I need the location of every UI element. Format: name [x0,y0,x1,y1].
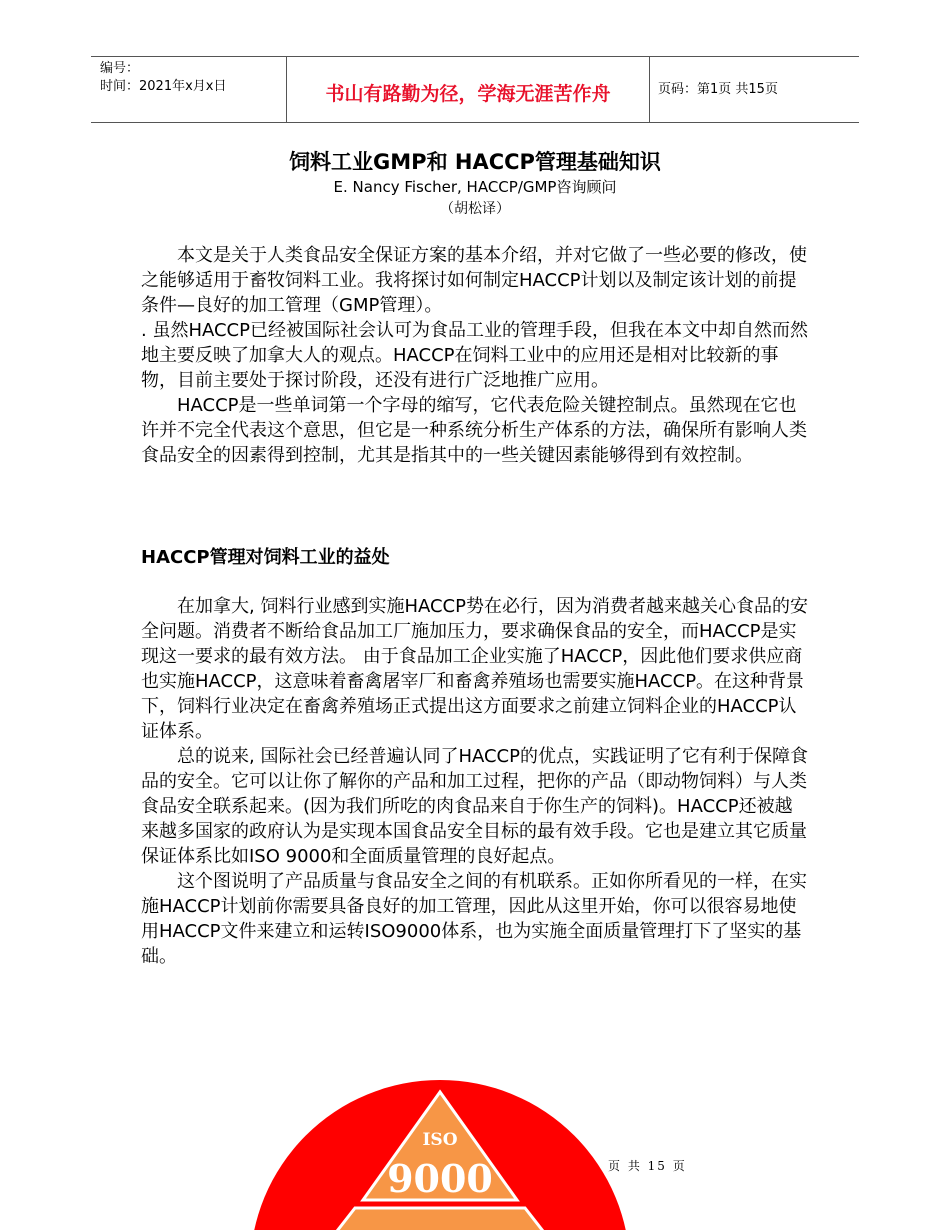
header-divider-right [649,57,650,122]
document-title: 饲料工业GMP和 HACCP管理基础知识 [289,150,661,174]
diagram-label-9000: 9000 [387,1156,493,1201]
diagram-label-iso: ISO [422,1130,458,1150]
header-top-rule [91,56,859,57]
intro-section [141,243,809,468]
section-heading: HACCP管理对饲料工业的益处 [141,547,390,568]
benefits-section [141,594,809,969]
header-time-label: 时间：2021年x月x日 [100,79,227,94]
benefits-paragraph: 总的说来, 国际社会已经普遍认同了HACCP的优点，实践证明了它有利于保障食品的安全。它可以让你了解你的产品和加工过程，把你的产品（即动物饲料）与人类食品安全联系起来。(因为我们所吃的肉食品来自于你生产的饲料)。HACCP还被越来越多国家的政府认为是实现本国食品安全目标的最有效手段。它也是建立其它质量保证体系比如ISO 9000和全面质量管理的良好起点。 [141,746,808,867]
document-subtitle: E. Nancy Fischer, HACCP/GMP咨询顾问 [333,178,617,196]
intro-paragraph: . 虽然HACCP已经被国际社会认可为食品工业的管理手段，但我在本文中却自然而然地主要反映了加拿大人的观点。HACCP在饲料工业中的应用还是相对比较新的事物，目前主要处于探讨阶段，还没有进行广泛地推广应用。 [141,320,808,391]
pyramid-second-tier [330,1208,550,1230]
header-motto: 书山有路勤为径，学海无涯苦作舟 [325,83,611,105]
header-page-info: 页码：第1页 共15页 [658,82,778,97]
intro-paragraph: 本文是关于人类食品安全保证方案的基本介绍，并对它做了一些必要的修改，使之能够适用于畜牧饲料工业。我将探讨如何制定HACCP计划以及制定该计划的前提条件—良好的加工管理（GMP管理）。 [141,245,807,316]
benefits-paragraph: 在加拿大, 饲料行业感到实施HACCP势在必行，因为消费者越来越关心食品的安全问题。消费者不断给食品加工厂施加压力，要求确保食品的安全，而HACCP是实现这一要求的最有效方法。 由于食品加工企业实施了HACCP，因此他们要求供应商也实施HACCP，这意味着畜禽屠宰厂和畜禽养殖场也需要实施HACCP。在这种背景下，饲料行业决定在畜禽养殖场正式提出这方面要求之前建立饲料企业的HACCP认证体系。 [141,596,808,742]
intro-paragraph: HACCP是一些单词第一个字母的缩写，它代表危险关键控制点。虽然现在它也许并不完全代表这个意思，但它是一种系统分析生产体系的方法，确保所有影响人类食品安全的因素得到控制，尤其是指其中的一些关键因素能够得到有效控制。 [141,395,807,466]
page-footer: 页 共 15 页 [608,1159,687,1173]
benefits-paragraph: 这个图说明了产品质量与食品安全之间的有机联系。正如你所看见的一样，在实施HACCP计划前你需要具备良好的加工管理，因此从这里开始，你可以很容易地使用HACCP文件来建立和运转ISO9000体系，也为实施全面质量管理打下了坚实的基础。 [141,871,807,967]
quality-pyramid-diagram [250,1080,630,1230]
header-bottom-rule [91,122,859,123]
document-translator: （胡松译） [440,201,510,217]
header-number-label: 编号： [100,61,140,76]
